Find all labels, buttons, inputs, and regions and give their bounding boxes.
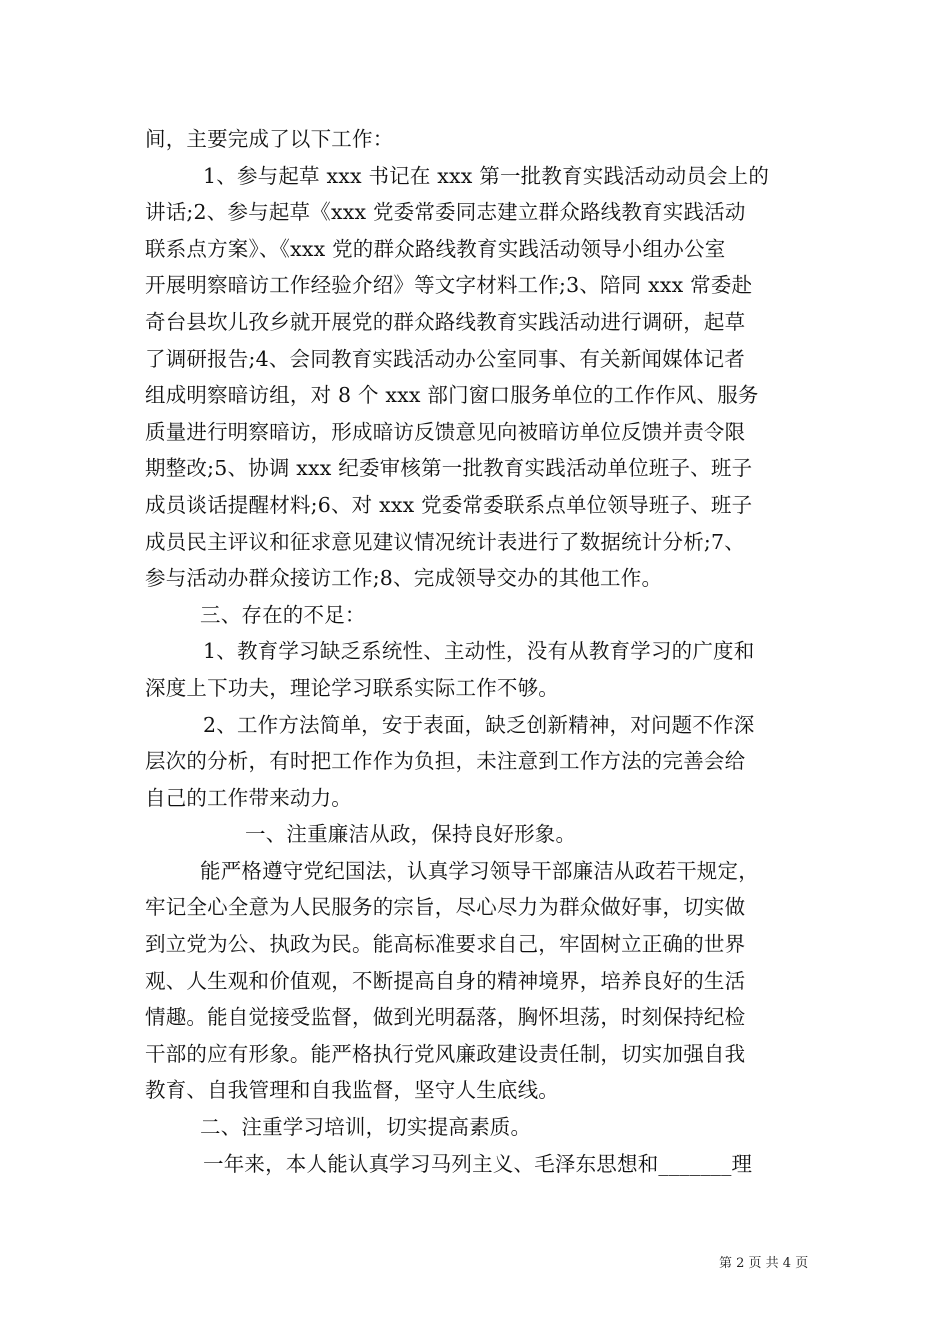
text-line: 教育、自我管理和自我监督，坚守人生底线。 [145, 1078, 559, 1103]
text-line: 期整改;5、协调 xxx 纪委审核第一批教育实践活动单位班子、班子 [145, 456, 753, 481]
text-line: 间，主要完成了以下工作： [145, 127, 394, 151]
text-line: 开展明察暗访工作经验介绍》等文字材料工作;3、陪同 xxx 常委赴 [145, 273, 753, 298]
text-line: 讲话;2、参与起草《xxx 党委常委同志建立群众路线教育实践活动 [145, 200, 746, 225]
text-line: 成员谈话提醒材料;6、对 xxx 党委常委联系点单位领导班子、班子 [145, 492, 753, 517]
text-line: 观、人生观和价值观，不断提高自身的精神境界，培养良好的生活 [145, 968, 746, 993]
text-line: 深度上下功夫，理论学习联系实际工作不够。 [145, 675, 559, 700]
text-line: 干部的应有形象。能严格执行党风廉政建设责任制，切实加强自我 [145, 1041, 746, 1066]
text-line: 牢记全心全意为人民服务的宗旨，尽心尽力为群众做好事，切实做 [145, 895, 746, 920]
text-line: 质量进行明察暗访，形成暗访反馈意见向被暗访单位反馈并责令限 [145, 419, 746, 444]
text-line: 情趣。能自觉接受监督，做到光明磊落，胸怀坦荡，时刻保持纪检 [145, 1005, 746, 1030]
text-line: 了调研报告;4、会同教育实践活动办公室同事、有关新闻媒体记者 [145, 346, 745, 371]
text-line: 自己的工作带来动力。 [145, 785, 352, 810]
text-line: 参与活动办群众接访工作;8、完成领导交办的其他工作。 [145, 566, 663, 591]
section-heading: 二、注重学习培训，切实提高素质。 [200, 1115, 532, 1140]
document-body [145, 121, 810, 1182]
text-line: 奇台县坎儿孜乡就开展党的群众路线教育实践活动进行调研，起草 [145, 309, 746, 334]
text-line: 联系点方案》、《xxx 党的群众路线教育实践活动领导小组办公室 [145, 236, 726, 261]
text-line: 1、教育学习缺乏系统性、主动性，没有从教育学习的广度和 [203, 639, 755, 664]
text-line: 能严格遵守党纪国法，认真学习领导干部廉洁从政若干规定， [200, 858, 759, 883]
section-heading: 一、注重廉洁从政，保持良好形象。 [245, 822, 577, 847]
text-line: 层次的分析，有时把工作作为负担，未注意到工作方法的完善会给 [145, 749, 746, 774]
text-line: 到立党为公、执政为民。能高标准要求自己，牢固树立正确的世界 [145, 932, 746, 957]
text-line: 2、工作方法简单，安于表面，缺乏创新精神，对问题不作深 [203, 712, 755, 737]
section-heading: 三、存在的不足： [200, 602, 366, 627]
text-line: 成员民主评议和征求意见建议情况统计表进行了数据统计分析;7、 [145, 529, 745, 554]
text-line: 一年来，本人能认真学习马列主义、毛泽东思想和_______理 [203, 1151, 753, 1176]
text-line: 组成明察暗访组，对 8 个 xxx 部门窗口服务单位的工作作风、服务 [145, 383, 759, 408]
text-line: 1、参与起草 xxx 书记在 xxx 第一批教育实践活动动员会上的 [203, 163, 770, 188]
page-number-footer: 第 2 页 共 4 页 [719, 1256, 809, 1271]
